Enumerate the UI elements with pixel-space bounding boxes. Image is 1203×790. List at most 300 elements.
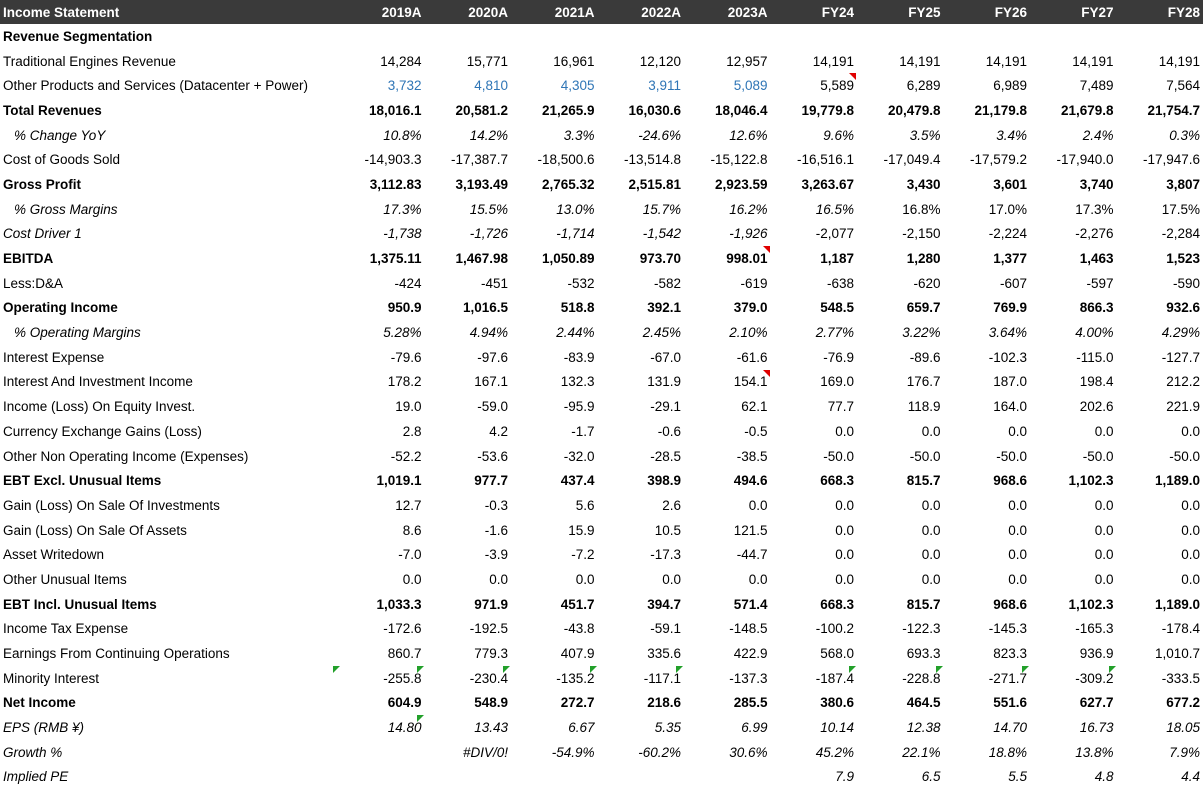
cell-FY26[interactable]: 21,179.8 [974, 102, 1027, 118]
cell-FY28[interactable]: 0.3% [1169, 127, 1200, 143]
cell-FY24[interactable]: 0.0 [835, 497, 854, 513]
cell-FY24[interactable]: 568.0 [820, 646, 854, 662]
cell-2023A[interactable]: 16.2% [729, 201, 768, 217]
cell-FY28[interactable]: 221.9 [1166, 399, 1200, 415]
cell-FY25[interactable]: 815.7 [906, 596, 941, 612]
cell-FY28[interactable]: 0.0 [1181, 571, 1200, 587]
cell-2020A[interactable]: 779.3 [474, 646, 508, 662]
cell-FY24[interactable]: 1,187 [820, 251, 854, 267]
cell-FY26[interactable]: 17.0% [988, 201, 1027, 217]
cell-2022A[interactable]: 16,030.6 [628, 102, 681, 118]
cell-2020A[interactable]: 3,193.49 [455, 176, 508, 192]
row-label[interactable]: Asset Writedown [3, 547, 105, 563]
cell-FY25[interactable]: 14,191 [899, 53, 941, 69]
cell-2023A[interactable]: -1,926 [729, 226, 768, 242]
cell-2022A[interactable]: 0.0 [662, 571, 681, 587]
row-label[interactable]: Operating Income [3, 300, 118, 316]
cell-FY26[interactable]: -102.3 [988, 349, 1027, 365]
cell-FY27[interactable]: -309.2 [1030, 666, 1117, 691]
cell-2023A[interactable]: -148.5 [729, 621, 768, 637]
cell-FY25[interactable]: 0.0 [921, 547, 941, 563]
cell-2022A[interactable]: 15.7% [642, 201, 681, 217]
cell-FY24[interactable]: 3,263.67 [801, 176, 854, 192]
cell-2023A[interactable]: 2.10% [729, 325, 768, 341]
cell-2020A[interactable]: 15.5% [469, 201, 508, 217]
cell-FY26[interactable]: 187.0 [993, 374, 1027, 390]
cell-FY26[interactable]: 5.5 [1008, 769, 1027, 785]
cell-2019A[interactable]: 19.0 [395, 399, 422, 415]
cell-FY25[interactable]: -122.3 [902, 621, 941, 637]
cell-2021A[interactable]: 21,265.9 [541, 102, 595, 118]
cell-2021A[interactable]: -54.9% [551, 744, 595, 760]
year-header[interactable]: 2020A [468, 4, 508, 20]
cell-2021A[interactable]: -1,714 [556, 226, 595, 242]
cell-FY28[interactable]: -50.0 [1169, 448, 1200, 464]
cell-FY28[interactable]: 1,010.7 [1154, 646, 1200, 662]
cell-FY26[interactable]: 0.0 [1008, 571, 1027, 587]
cell-2020A[interactable]: 4.94% [469, 325, 508, 341]
cell-2021A[interactable]: 6.67 [568, 720, 595, 736]
cell-FY27[interactable]: 0.0 [1094, 497, 1114, 513]
cell-2022A[interactable]: 10.5 [654, 522, 681, 538]
cell-2020A[interactable]: -3.9 [484, 547, 508, 563]
cell-2022A[interactable]: -29.1 [650, 399, 681, 415]
cell-2019A[interactable]: -7.0 [398, 547, 422, 563]
cell-2019A[interactable]: -255.8 [338, 666, 425, 691]
cell-2019A[interactable]: 1,375.11 [369, 251, 422, 267]
cell-2020A[interactable]: 14.2% [469, 127, 508, 143]
cell-FY26[interactable]: 3,601 [993, 176, 1027, 192]
cell-FY27[interactable]: 866.3 [1079, 300, 1114, 316]
cell-2020A[interactable] [425, 24, 512, 49]
cell-2022A[interactable]: -59.1 [650, 621, 681, 637]
cell-FY26[interactable]: -17,579.2 [969, 152, 1027, 168]
row-label[interactable]: Minority Interest [0, 666, 338, 691]
cell-2021A[interactable]: 0.0 [575, 571, 595, 587]
row-label[interactable]: Revenue Segmentation [3, 28, 153, 44]
cell-FY24[interactable]: 10.14 [820, 720, 854, 736]
cell-2022A[interactable]: 218.6 [647, 695, 681, 711]
cell-FY26[interactable] [944, 24, 1031, 49]
cell-FY24[interactable]: 668.3 [820, 596, 854, 612]
row-label[interactable]: Interest And Investment Income [3, 374, 193, 390]
cell-FY28[interactable]: -127.7 [1161, 349, 1200, 365]
cell-2022A[interactable]: -0.6 [657, 423, 681, 439]
cell-2021A[interactable]: -1.7 [571, 423, 595, 439]
cell-2019A[interactable]: 604.9 [387, 695, 422, 711]
cell-FY28[interactable]: -333.5 [1161, 670, 1200, 686]
cell-2020A[interactable]: 167.1 [474, 374, 508, 390]
cell-2020A[interactable]: 20,581.2 [455, 102, 508, 118]
year-header[interactable]: FY27 [1081, 4, 1114, 20]
cell-2022A[interactable]: 5.35 [654, 720, 681, 736]
row-label[interactable]: Growth % [3, 744, 63, 760]
cell-2022A[interactable]: 3,911 [648, 78, 681, 94]
cell-FY27[interactable]: 1,102.3 [1068, 596, 1114, 612]
cell-2019A[interactable]: 0.0 [402, 571, 422, 587]
cell-2023A[interactable]: 154.1 [684, 370, 771, 395]
cell-2021A[interactable]: -43.8 [563, 621, 595, 637]
cell-FY26[interactable]: -145.3 [988, 621, 1027, 637]
cell-FY25[interactable]: 1,280 [906, 251, 941, 267]
row-label[interactable]: EBT Incl. Unusual Items [3, 596, 157, 612]
cell-FY28[interactable]: 3,807 [1166, 176, 1200, 192]
cell-2022A[interactable]: 392.1 [647, 300, 681, 316]
cell-FY28[interactable]: 1,189.0 [1154, 596, 1200, 612]
cell-FY24[interactable]: -16,516.1 [796, 152, 854, 168]
cell-FY25[interactable]: 22.1% [902, 744, 941, 760]
cell-FY27[interactable]: -597 [1086, 275, 1114, 291]
row-label[interactable]: Income Tax Expense [3, 621, 129, 637]
cell-FY27[interactable]: 1,463 [1079, 251, 1114, 267]
cell-FY28[interactable]: 0.0 [1181, 522, 1200, 538]
cell-2019A[interactable]: 14,284 [380, 53, 422, 69]
cell-2021A[interactable]: 4,305 [560, 78, 595, 94]
cell-2022A[interactable]: -60.2% [638, 744, 681, 760]
cell-FY27[interactable]: -115.0 [1076, 349, 1114, 365]
cell-FY27[interactable]: 202.6 [1079, 399, 1114, 415]
cell-FY25[interactable]: 118.9 [907, 399, 941, 415]
cell-FY26[interactable]: 14,191 [985, 53, 1027, 69]
cell-FY24[interactable]: -76.9 [823, 349, 854, 365]
cell-FY27[interactable]: 4.00% [1075, 325, 1114, 341]
row-label[interactable]: EPS (RMB ¥) [3, 720, 85, 736]
cell-FY27[interactable]: -17,940.0 [1056, 152, 1114, 168]
cell-FY24[interactable]: 0.0 [835, 423, 854, 439]
cell-FY25[interactable]: 16.8% [902, 201, 941, 217]
cell-2019A[interactable]: -52.2 [390, 448, 422, 464]
cell-2019A[interactable]: 3,732 [387, 78, 422, 94]
cell-2021A[interactable]: 5.6 [575, 497, 595, 513]
cell-FY26[interactable]: 3.64% [988, 325, 1027, 341]
cell-2023A[interactable]: 12.6% [729, 127, 768, 143]
cell-FY24[interactable]: 16.5% [815, 201, 854, 217]
cell-2019A[interactable]: 2.8 [402, 423, 422, 439]
cell-FY28[interactable]: -178.4 [1161, 621, 1200, 637]
cell-2020A[interactable]: 971.9 [474, 596, 508, 612]
cell-2023A[interactable]: -0.5 [744, 423, 768, 439]
cell-FY24[interactable]: -187.4 [771, 666, 858, 691]
cell-FY25[interactable]: 0.0 [921, 522, 941, 538]
row-label[interactable]: % Operating Margins [14, 325, 141, 341]
cell-FY24[interactable]: 548.5 [820, 300, 854, 316]
cell-2021A[interactable]: 407.9 [560, 646, 595, 662]
cell-FY28[interactable]: 212.2 [1166, 374, 1200, 390]
cell-FY25[interactable]: 3,430 [906, 176, 941, 192]
cell-2020A[interactable]: -17,387.7 [450, 152, 508, 168]
row-label[interactable]: Net Income [3, 695, 76, 711]
cell-FY27[interactable]: 0.0 [1094, 571, 1114, 587]
cell-2019A[interactable] [338, 765, 425, 790]
row-label[interactable]: % Change YoY [14, 127, 106, 143]
cell-FY26[interactable]: 14.70 [993, 720, 1027, 736]
cell-2019A[interactable]: 3,112.83 [369, 176, 422, 192]
row-label[interactable]: EBITDA [3, 251, 54, 267]
cell-FY26[interactable]: 968.6 [993, 473, 1027, 489]
cell-2022A[interactable]: 2.45% [642, 325, 681, 341]
year-header[interactable]: FY26 [994, 4, 1027, 20]
cell-FY27[interactable]: -165.3 [1075, 621, 1114, 637]
cell-FY25[interactable]: 693.3 [906, 646, 941, 662]
row-label[interactable]: Less:D&A [3, 275, 64, 291]
cell-2020A[interactable]: -53.6 [477, 448, 508, 464]
cell-FY24[interactable]: 0.0 [835, 522, 854, 538]
cell-FY27[interactable] [1030, 24, 1117, 49]
cell-FY27[interactable]: 21,679.8 [1060, 102, 1114, 118]
cell-2019A[interactable]: 18,016.1 [368, 102, 422, 118]
cell-2021A[interactable]: 132.3 [560, 374, 595, 390]
cell-FY24[interactable]: 77.7 [827, 399, 854, 415]
cell-2021A[interactable]: -7.2 [571, 547, 595, 563]
cell-2023A[interactable]: 30.6% [729, 744, 768, 760]
cell-2023A[interactable]: 62.1 [741, 399, 768, 415]
cell-FY24[interactable]: 14,191 [812, 53, 854, 69]
cell-2019A[interactable]: 950.9 [387, 300, 422, 316]
cell-FY25[interactable]: 464.5 [906, 695, 941, 711]
cell-2019A[interactable]: 17.3% [383, 201, 422, 217]
cell-2022A[interactable]: 2.6 [662, 497, 681, 513]
cell-FY26[interactable]: 3.4% [996, 127, 1027, 143]
row-label[interactable]: Total Revenues [3, 102, 102, 118]
cell-FY24[interactable]: -50.0 [823, 448, 854, 464]
cell-FY28[interactable]: -2,284 [1161, 226, 1200, 242]
cell-2022A[interactable]: -28.5 [650, 448, 681, 464]
cell-FY25[interactable]: 6.5 [921, 769, 941, 785]
row-label[interactable]: Interest Expense [3, 349, 105, 365]
cell-FY28[interactable]: 1,189.0 [1154, 473, 1200, 489]
year-header[interactable]: 2019A [381, 4, 422, 20]
cell-2021A[interactable]: 3.3% [563, 127, 595, 143]
cell-FY26[interactable]: 769.9 [993, 300, 1027, 316]
cell-2021A[interactable]: -83.9 [563, 349, 595, 365]
cell-2023A[interactable] [684, 24, 771, 49]
row-label[interactable]: EBT Excl. Unusual Items [3, 473, 162, 489]
cell-2023A[interactable]: -44.7 [736, 547, 768, 563]
cell-FY25[interactable]: 659.7 [906, 300, 941, 316]
cell-2023A[interactable]: 0.0 [748, 497, 768, 513]
cell-FY25[interactable]: -50.0 [909, 448, 941, 464]
cell-2021A[interactable]: 2,765.32 [541, 176, 595, 192]
table-title[interactable]: Income Statement [3, 4, 120, 20]
cell-2023A[interactable]: 5,089 [733, 78, 768, 94]
cell-FY28[interactable]: 0.0 [1181, 497, 1200, 513]
cell-FY28[interactable]: 4.4 [1181, 769, 1200, 785]
cell-2020A[interactable]: 4,810 [474, 78, 508, 94]
cell-FY27[interactable]: 1,102.3 [1068, 473, 1114, 489]
cell-2023A[interactable]: -38.5 [736, 448, 768, 464]
cell-FY25[interactable]: 12.38 [906, 720, 941, 736]
row-label[interactable]: Gain (Loss) On Sale Of Investments [3, 497, 220, 513]
cell-2021A[interactable]: 272.7 [560, 695, 595, 711]
cell-FY28[interactable] [1117, 24, 1203, 49]
cell-2021A[interactable]: -18,500.6 [537, 152, 595, 168]
cell-2021A[interactable]: 13.0% [556, 201, 595, 217]
cell-FY26[interactable]: -50.0 [996, 448, 1027, 464]
cell-FY26[interactable]: 164.0 [993, 399, 1027, 415]
year-header[interactable]: 2021A [554, 4, 595, 20]
cell-FY27[interactable]: 627.7 [1079, 695, 1114, 711]
cell-2020A[interactable]: -0.3 [484, 497, 508, 513]
cell-FY26[interactable]: 0.0 [1008, 522, 1027, 538]
row-label[interactable]: Other Unusual Items [3, 571, 127, 587]
cell-2019A[interactable]: 1,033.3 [376, 596, 422, 612]
cell-2022A[interactable]: 973.70 [639, 251, 681, 267]
cell-FY27[interactable]: 2.4% [1082, 127, 1114, 143]
row-label[interactable]: Other Products and Services (Datacenter + Power) [3, 78, 309, 94]
cell-FY24[interactable]: 9.6% [823, 127, 854, 143]
cell-2023A[interactable]: -15,122.8 [710, 152, 768, 168]
cell-2023A[interactable]: 0.0 [748, 571, 768, 587]
cell-2019A[interactable]: 178.2 [387, 374, 422, 390]
year-header[interactable]: 2023A [727, 4, 768, 20]
cell-2023A[interactable]: 18,046.4 [714, 102, 768, 118]
cell-FY25[interactable]: 815.7 [906, 473, 941, 489]
cell-FY28[interactable]: -17,947.6 [1142, 152, 1200, 168]
cell-2022A[interactable]: -13,514.8 [623, 152, 681, 168]
cell-2022A[interactable]: 12,120 [639, 53, 681, 69]
cell-2020A[interactable]: 15,771 [466, 53, 508, 69]
cell-2019A[interactable]: 860.7 [387, 646, 422, 662]
cell-FY28[interactable]: 4.29% [1161, 325, 1200, 341]
cell-FY28[interactable]: 1,523 [1166, 251, 1200, 267]
cell-2020A[interactable]: 4.2 [489, 423, 508, 439]
cell-FY27[interactable]: 936.9 [1079, 646, 1114, 662]
cell-FY27[interactable]: 4.8 [1094, 769, 1114, 785]
cell-FY24[interactable]: 0.0 [835, 547, 854, 563]
cell-FY27[interactable]: 14,191 [1072, 53, 1114, 69]
cell-FY24[interactable]: -638 [826, 275, 854, 291]
cell-FY28[interactable]: 0.0 [1181, 547, 1200, 563]
cell-FY25[interactable]: 3.5% [909, 127, 941, 143]
cell-2023A[interactable]: 2,923.59 [714, 176, 768, 192]
cell-FY24[interactable]: 169.0 [820, 374, 854, 390]
cell-FY24[interactable]: 7.9 [835, 769, 854, 785]
row-label[interactable]: Cost of Goods Sold [3, 152, 121, 168]
cell-FY26[interactable]: 968.6 [993, 596, 1027, 612]
cell-2022A[interactable] [598, 24, 685, 49]
cell-2020A[interactable] [425, 765, 512, 790]
row-label[interactable]: Cost Driver 1 [3, 226, 82, 242]
cell-FY27[interactable]: 13.8% [1075, 744, 1114, 760]
cell-FY26[interactable]: 1,377 [993, 251, 1027, 267]
cell-FY24[interactable]: -2,077 [815, 226, 854, 242]
cell-FY28[interactable]: 18.05 [1166, 720, 1200, 736]
cell-2021A[interactable]: -135.2 [511, 666, 598, 691]
cell-FY28[interactable]: 21,754.7 [1147, 102, 1200, 118]
cell-FY26[interactable]: 0.0 [1008, 547, 1027, 563]
cell-FY27[interactable]: 16.73 [1079, 720, 1114, 736]
cell-2019A[interactable]: 10.8% [383, 127, 422, 143]
cell-FY27[interactable]: 0.0 [1094, 423, 1114, 439]
cell-2021A[interactable] [511, 24, 598, 49]
cell-2022A[interactable]: -582 [653, 275, 681, 291]
cell-2021A[interactable]: 518.8 [560, 300, 595, 316]
cell-2023A[interactable]: -137.3 [729, 670, 768, 686]
cell-2023A[interactable] [684, 765, 771, 790]
cell-2019A[interactable]: -1,738 [383, 226, 422, 242]
cell-2022A[interactable]: 131.9 [647, 374, 681, 390]
row-label[interactable]: Gross Profit [3, 176, 82, 192]
cell-2020A[interactable]: -451 [480, 275, 508, 291]
cell-2019A[interactable]: -424 [394, 275, 422, 291]
cell-2023A[interactable]: 121.5 [733, 522, 768, 538]
cell-FY25[interactable]: -17,049.4 [883, 152, 941, 168]
cell-FY28[interactable]: 7.9% [1169, 744, 1200, 760]
cell-2020A[interactable]: -230.4 [425, 666, 512, 691]
cell-FY25[interactable]: 0.0 [921, 497, 941, 513]
cell-2023A[interactable]: 6.99 [741, 720, 768, 736]
cell-FY28[interactable]: 14,191 [1158, 53, 1200, 69]
cell-2023A[interactable]: -619 [740, 275, 768, 291]
cell-2023A[interactable]: 422.9 [733, 646, 768, 662]
cell-2023A[interactable]: 998.01 [684, 246, 771, 271]
cell-2021A[interactable] [511, 765, 598, 790]
row-label[interactable]: Income (Loss) On Equity Invest. [3, 399, 196, 415]
cell-FY27[interactable]: 0.0 [1094, 522, 1114, 538]
cell-2023A[interactable]: 285.5 [733, 695, 768, 711]
cell-2019A[interactable]: -172.6 [383, 621, 422, 637]
cell-2021A[interactable]: 16,961 [553, 53, 595, 69]
cell-FY27[interactable]: -2,276 [1075, 226, 1114, 242]
cell-FY24[interactable]: 19,779.8 [801, 102, 854, 118]
year-header[interactable]: FY24 [821, 4, 854, 20]
cell-FY28[interactable]: 677.2 [1166, 695, 1200, 711]
cell-FY24[interactable]: 5,589 [771, 73, 858, 98]
cell-FY24[interactable]: 668.3 [820, 473, 854, 489]
cell-2019A[interactable] [338, 740, 425, 765]
cell-2020A[interactable]: -97.6 [477, 349, 508, 365]
row-label[interactable]: Other Non Operating Income (Expenses) [3, 448, 249, 464]
cell-2021A[interactable]: 2.44% [556, 325, 595, 341]
cell-FY24[interactable]: 2.77% [815, 325, 854, 341]
cell-2019A[interactable]: 12.7 [395, 497, 422, 513]
cell-FY27[interactable]: 0.0 [1094, 547, 1114, 563]
cell-FY25[interactable]: -89.6 [909, 349, 941, 365]
cell-FY26[interactable]: 551.6 [993, 695, 1027, 711]
cell-2022A[interactable]: -117.1 [598, 666, 685, 691]
cell-2023A[interactable]: 12,957 [726, 53, 768, 69]
row-label[interactable]: Gain (Loss) On Sale Of Assets [3, 522, 187, 538]
year-header[interactable]: FY25 [908, 4, 941, 20]
cell-FY26[interactable]: 18.8% [988, 744, 1027, 760]
cell-2021A[interactable]: -95.9 [563, 399, 595, 415]
cell-FY26[interactable]: 6,989 [993, 78, 1027, 94]
cell-2020A[interactable]: 977.7 [474, 473, 508, 489]
cell-FY26[interactable]: -607 [999, 275, 1027, 291]
cell-FY24[interactable]: 380.6 [820, 695, 854, 711]
cell-FY28[interactable]: 7,564 [1166, 78, 1200, 94]
cell-2023A[interactable]: 494.6 [733, 473, 768, 489]
cell-2023A[interactable]: 379.0 [733, 300, 768, 316]
cell-FY26[interactable]: -2,224 [988, 226, 1027, 242]
cell-2020A[interactable]: -192.5 [469, 621, 508, 637]
cell-2020A[interactable]: 0.0 [489, 571, 508, 587]
cell-2020A[interactable]: 1,467.98 [455, 251, 508, 267]
row-label[interactable]: % Gross Margins [14, 201, 118, 217]
cell-FY28[interactable]: -590 [1172, 275, 1200, 291]
cell-2022A[interactable]: -17.3 [650, 547, 681, 563]
cell-FY27[interactable]: 17.3% [1075, 201, 1114, 217]
cell-2021A[interactable]: 15.9 [568, 522, 595, 538]
cell-2019A[interactable] [338, 24, 425, 49]
cell-2019A[interactable]: 5.28% [383, 325, 422, 341]
cell-FY27[interactable]: 198.4 [1079, 374, 1114, 390]
cell-FY28[interactable]: 0.0 [1181, 423, 1200, 439]
cell-2020A[interactable]: 548.9 [474, 695, 508, 711]
row-label[interactable]: Traditional Engines Revenue [3, 53, 176, 69]
cell-FY26[interactable]: 0.0 [1008, 423, 1027, 439]
cell-FY25[interactable]: 3.22% [902, 325, 941, 341]
